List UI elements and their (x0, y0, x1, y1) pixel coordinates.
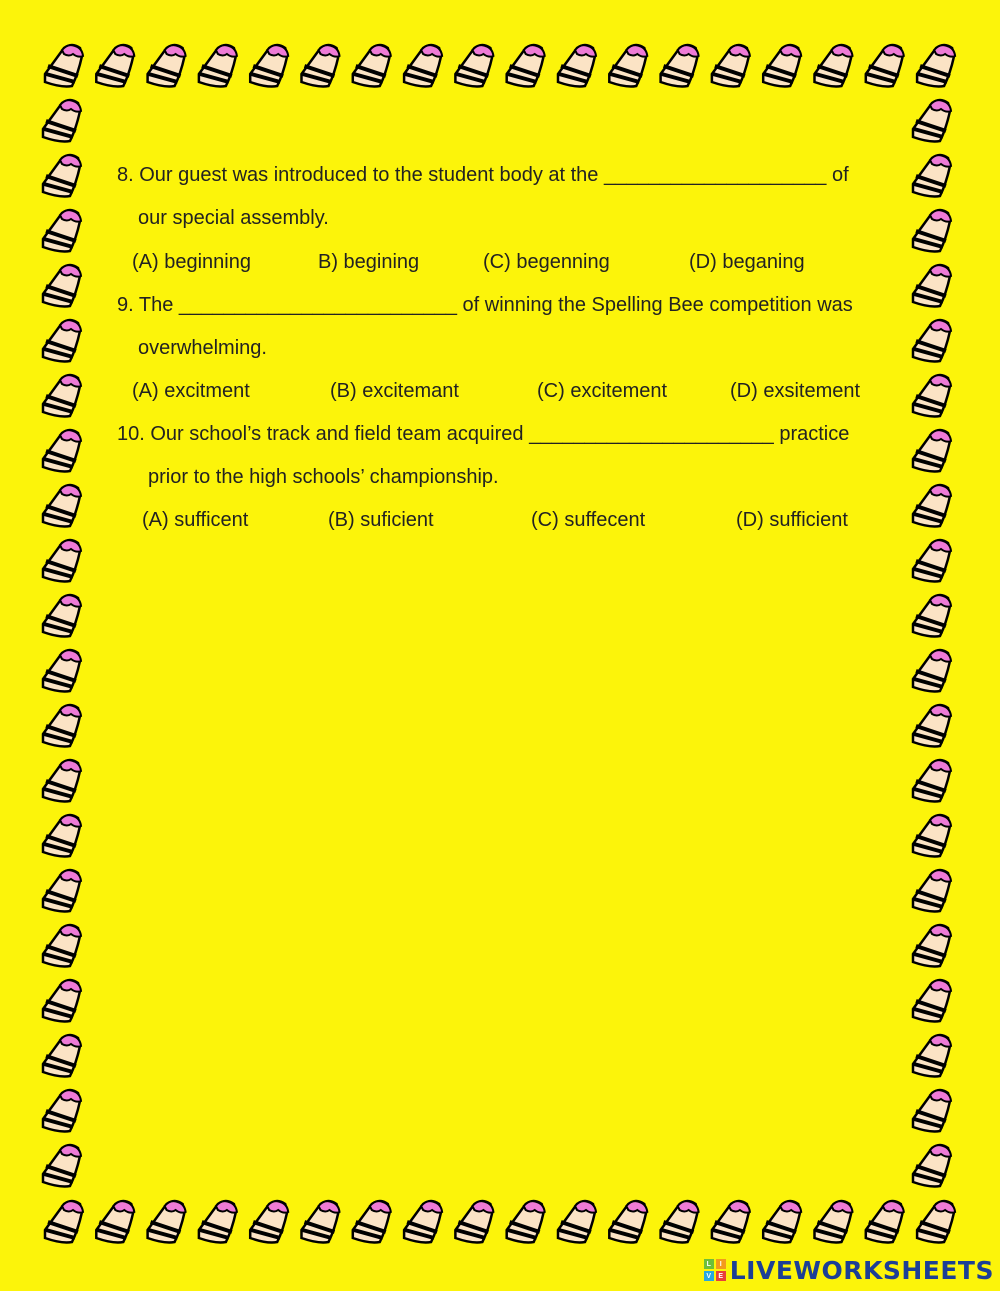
cake-slice-icon (609, 45, 647, 87)
question-10-option-b[interactable]: (B) suficient (328, 509, 434, 531)
question-9-option-a[interactable]: (A) excitment (132, 380, 250, 402)
cake-slice-icon (913, 100, 951, 142)
cake-slice-icon (661, 1201, 699, 1243)
cake-slice-icon (913, 265, 951, 307)
cake-slice-icon (609, 1201, 647, 1243)
cake-slice-icon (43, 650, 81, 692)
question-10-line-2: prior to the high schools’ championship. (148, 466, 499, 488)
cake-slice-icon (43, 485, 81, 527)
logo-block-e: E (716, 1271, 726, 1281)
question-9-line-1: 9. The _________________________ of winning the Spelling Bee competition was (117, 294, 853, 316)
cake-slice-icon (913, 540, 951, 582)
cake-slice-icon (43, 320, 81, 362)
cake-slice-icon (45, 1201, 83, 1243)
cake-slice-icon (43, 1035, 81, 1077)
logo-text: LIVEWORKSHEETS (729, 1255, 994, 1285)
cake-slice-icon (913, 485, 951, 527)
cake-slice-icon (302, 45, 340, 87)
cake-slice-icon (43, 210, 81, 252)
question-8-line-2: our special assembly. (138, 207, 329, 229)
question-8-option-c[interactable]: (C) begenning (483, 251, 610, 273)
question-10-option-c[interactable]: (C) suffecent (531, 509, 646, 531)
cake-slice-icon (913, 980, 951, 1022)
cake-slice-icon (661, 45, 699, 87)
cake-slice-icon (913, 210, 951, 252)
cake-slice-icon (43, 540, 81, 582)
cake-slice-icon (913, 320, 951, 362)
cake-slice-icon (763, 45, 801, 87)
cake-slice-icon (199, 1201, 237, 1243)
question-10-line-1: 10. Our school’s track and field team acquired ______________________ practice (117, 423, 850, 445)
cake-slice-icon (712, 1201, 750, 1243)
cake-slice-icon (558, 1201, 596, 1243)
cake-slice-icon (302, 1201, 340, 1243)
cake-slice-icon (815, 1201, 853, 1243)
cake-slice-icon (353, 1201, 391, 1243)
cake-slice-icon (917, 1201, 955, 1243)
cake-slice-icon (43, 265, 81, 307)
cake-slice-icon (913, 375, 951, 417)
cake-slice-icon (43, 925, 81, 967)
cake-slice-icon (43, 815, 81, 857)
question-8-option-b[interactable]: B) begining (318, 251, 420, 273)
cake-slice-icon (913, 155, 951, 197)
cake-slice-icon (455, 1201, 493, 1243)
liveworksheets-blocks-icon (704, 1259, 726, 1281)
cake-slice-icon (507, 1201, 545, 1243)
cake-slice-icon (913, 650, 951, 692)
cake-slice-icon (43, 705, 81, 747)
cake-slice-icon (43, 100, 81, 142)
cake-slice-icon (43, 980, 81, 1022)
cake-slice-icon (404, 1201, 442, 1243)
question-8-option-d[interactable]: (D) beganing (689, 251, 805, 273)
cake-slice-icon (199, 45, 237, 87)
cake-slice-icon (913, 760, 951, 802)
question-9-option-c[interactable]: (C) excitement (537, 380, 668, 402)
cake-slice-icon (43, 760, 81, 802)
cake-slice-icon (43, 375, 81, 417)
cake-slice-icon (43, 595, 81, 637)
question-9-option-b[interactable]: (B) excitemant (330, 380, 459, 402)
cake-slice-icon (913, 595, 951, 637)
question-10-option-d[interactable]: (D) sufficient (736, 509, 848, 531)
cake-slice-icon (96, 1201, 134, 1243)
cake-slice-icon (455, 45, 493, 87)
cake-slice-icon (913, 870, 951, 912)
cake-slice-icon (148, 1201, 186, 1243)
question-8-line-1: 8. Our guest was introduced to the student body at the ____________________ of (117, 164, 849, 186)
cake-slice-icon (148, 45, 186, 87)
logo-block-v: V (704, 1271, 714, 1281)
cake-slice-icon (913, 815, 951, 857)
cake-slice-icon (917, 45, 955, 87)
cake-slice-icon (815, 45, 853, 87)
cake-slice-icon (913, 1090, 951, 1132)
cake-slice-icon (913, 1035, 951, 1077)
cake-slice-icon (43, 1145, 81, 1187)
question-9-line-2: overwhelming. (138, 337, 267, 359)
question-10-option-a[interactable]: (A) sufficent (142, 509, 249, 531)
cake-slice-icon (913, 705, 951, 747)
logo-block-l: L (704, 1259, 714, 1269)
cake-slice-icon (43, 155, 81, 197)
cake-slice-icon (913, 925, 951, 967)
cake-slice-icon (96, 45, 134, 87)
cake-slice-icon (712, 45, 750, 87)
cake-slice-icon (43, 870, 81, 912)
logo-block-i: I (716, 1259, 726, 1269)
cake-slice-icon (43, 1090, 81, 1132)
cake-slice-icon (353, 45, 391, 87)
cake-slice-icon (43, 430, 81, 472)
cake-slice-icon (763, 1201, 801, 1243)
cake-slice-icon (507, 45, 545, 87)
liveworksheets-logo (704, 1255, 994, 1285)
cake-slice-icon (45, 45, 83, 87)
cake-slice-icon (250, 1201, 288, 1243)
cake-slice-icon (866, 1201, 904, 1243)
cake-slice-icon (404, 45, 442, 87)
cake-slice-icon (558, 45, 596, 87)
cake-slice-icon (866, 45, 904, 87)
cake-slice-icon (913, 1145, 951, 1187)
question-9-option-d[interactable]: (D) exsitement (730, 380, 861, 402)
cake-slice-icon (250, 45, 288, 87)
cake-slice-icon (913, 430, 951, 472)
question-8-option-a[interactable]: (A) beginning (132, 251, 251, 273)
